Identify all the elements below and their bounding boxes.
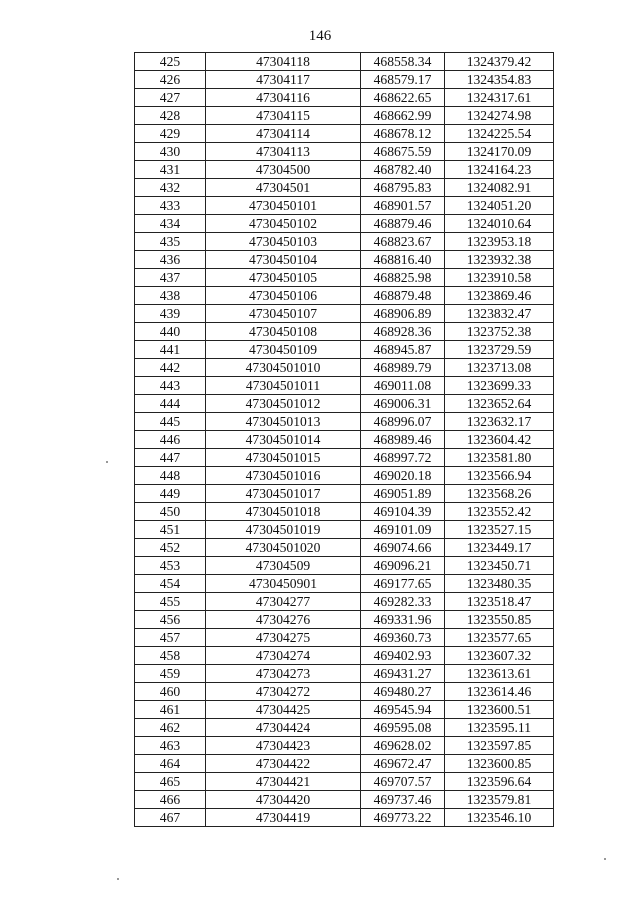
point-number-cell: 463 — [135, 737, 206, 755]
scan-speck — [604, 858, 606, 860]
point-id-cell: 47304116 — [206, 89, 361, 107]
point-number-cell: 461 — [135, 701, 206, 719]
table-row — [135, 71, 554, 89]
x-coordinate-cell: 468879.48 — [361, 287, 445, 305]
x-coordinate-cell: 468579.17 — [361, 71, 445, 89]
table-row — [135, 485, 554, 503]
point-id-cell: 47304501016 — [206, 467, 361, 485]
point-id-cell: 47304115 — [206, 107, 361, 125]
x-coordinate-cell: 469104.39 — [361, 503, 445, 521]
y-coordinate-cell: 1323546.10 — [445, 809, 554, 827]
point-number-cell: 450 — [135, 503, 206, 521]
point-number-cell: 452 — [135, 539, 206, 557]
table-row — [135, 377, 554, 395]
point-number-cell: 464 — [135, 755, 206, 773]
table-row — [135, 521, 554, 539]
table-row — [135, 737, 554, 755]
table-row — [135, 89, 554, 107]
point-number-cell: 458 — [135, 647, 206, 665]
point-number-cell: 440 — [135, 323, 206, 341]
point-number-cell: 427 — [135, 89, 206, 107]
point-number-cell: 457 — [135, 629, 206, 647]
point-number-cell: 436 — [135, 251, 206, 269]
table-row — [135, 629, 554, 647]
y-coordinate-cell: 1324379.42 — [445, 53, 554, 71]
table-row — [135, 431, 554, 449]
y-coordinate-cell: 1323568.26 — [445, 485, 554, 503]
point-id-cell: 47304501019 — [206, 521, 361, 539]
x-coordinate-cell: 468825.98 — [361, 269, 445, 287]
point-number-cell: 446 — [135, 431, 206, 449]
point-id-cell: 47304419 — [206, 809, 361, 827]
table-row — [135, 395, 554, 413]
point-id-cell: 4730450106 — [206, 287, 361, 305]
point-number-cell: 433 — [135, 197, 206, 215]
y-coordinate-cell: 1323596.64 — [445, 773, 554, 791]
x-coordinate-cell: 468782.40 — [361, 161, 445, 179]
y-coordinate-cell: 1323566.94 — [445, 467, 554, 485]
table-row — [135, 791, 554, 809]
point-id-cell: 47304114 — [206, 125, 361, 143]
table-row — [135, 107, 554, 125]
y-coordinate-cell: 1323832.47 — [445, 305, 554, 323]
x-coordinate-cell: 469331.96 — [361, 611, 445, 629]
point-number-cell: 434 — [135, 215, 206, 233]
coordinates-table-body — [135, 53, 554, 827]
y-coordinate-cell: 1323480.35 — [445, 575, 554, 593]
point-number-cell: 426 — [135, 71, 206, 89]
x-coordinate-cell: 468945.87 — [361, 341, 445, 359]
table-row — [135, 773, 554, 791]
x-coordinate-cell: 469011.08 — [361, 377, 445, 395]
y-coordinate-cell: 1324051.20 — [445, 197, 554, 215]
y-coordinate-cell: 1323581.80 — [445, 449, 554, 467]
table-row — [135, 215, 554, 233]
point-id-cell: 4730450109 — [206, 341, 361, 359]
y-coordinate-cell: 1323713.08 — [445, 359, 554, 377]
table-row — [135, 647, 554, 665]
y-coordinate-cell: 1323613.61 — [445, 665, 554, 683]
y-coordinate-cell: 1323699.33 — [445, 377, 554, 395]
point-id-cell: 47304501010 — [206, 359, 361, 377]
table-row — [135, 593, 554, 611]
point-id-cell: 47304423 — [206, 737, 361, 755]
point-id-cell: 47304501011 — [206, 377, 361, 395]
scan-speck — [117, 878, 119, 880]
point-number-cell: 438 — [135, 287, 206, 305]
table-row — [135, 197, 554, 215]
x-coordinate-cell: 469672.47 — [361, 755, 445, 773]
point-number-cell: 430 — [135, 143, 206, 161]
x-coordinate-cell: 469101.09 — [361, 521, 445, 539]
x-coordinate-cell: 469545.94 — [361, 701, 445, 719]
point-number-cell: 459 — [135, 665, 206, 683]
x-coordinate-cell: 468675.59 — [361, 143, 445, 161]
point-id-cell: 47304500 — [206, 161, 361, 179]
table-row — [135, 251, 554, 269]
point-number-cell: 460 — [135, 683, 206, 701]
x-coordinate-cell: 468678.12 — [361, 125, 445, 143]
x-coordinate-cell: 469282.33 — [361, 593, 445, 611]
x-coordinate-cell: 468901.57 — [361, 197, 445, 215]
x-coordinate-cell: 469051.89 — [361, 485, 445, 503]
point-id-cell: 4730450105 — [206, 269, 361, 287]
point-id-cell: 47304501020 — [206, 539, 361, 557]
y-coordinate-cell: 1323632.17 — [445, 413, 554, 431]
x-coordinate-cell: 469628.02 — [361, 737, 445, 755]
x-coordinate-cell: 468795.83 — [361, 179, 445, 197]
table-row — [135, 683, 554, 701]
table-row — [135, 701, 554, 719]
table-row — [135, 557, 554, 575]
table-row — [135, 575, 554, 593]
y-coordinate-cell: 1323910.58 — [445, 269, 554, 287]
point-id-cell: 47304425 — [206, 701, 361, 719]
table-row — [135, 305, 554, 323]
point-number-cell: 435 — [135, 233, 206, 251]
point-id-cell: 47304274 — [206, 647, 361, 665]
y-coordinate-cell: 1323579.81 — [445, 791, 554, 809]
point-number-cell: 465 — [135, 773, 206, 791]
x-coordinate-cell: 468906.89 — [361, 305, 445, 323]
y-coordinate-cell: 1323607.32 — [445, 647, 554, 665]
point-id-cell: 4730450901 — [206, 575, 361, 593]
y-coordinate-cell: 1323869.46 — [445, 287, 554, 305]
table-row — [135, 323, 554, 341]
point-number-cell: 467 — [135, 809, 206, 827]
table-row — [135, 287, 554, 305]
point-id-cell: 4730450102 — [206, 215, 361, 233]
table-row — [135, 755, 554, 773]
y-coordinate-cell: 1323932.38 — [445, 251, 554, 269]
table-row — [135, 359, 554, 377]
x-coordinate-cell: 469480.27 — [361, 683, 445, 701]
y-coordinate-cell: 1323953.18 — [445, 233, 554, 251]
table-row — [135, 449, 554, 467]
x-coordinate-cell: 469595.08 — [361, 719, 445, 737]
x-coordinate-cell: 468989.46 — [361, 431, 445, 449]
table-row — [135, 809, 554, 827]
point-id-cell: 4730450103 — [206, 233, 361, 251]
point-id-cell: 4730450107 — [206, 305, 361, 323]
table-row — [135, 503, 554, 521]
point-number-cell: 425 — [135, 53, 206, 71]
point-id-cell: 47304501018 — [206, 503, 361, 521]
y-coordinate-cell: 1323614.46 — [445, 683, 554, 701]
y-coordinate-cell: 1323752.38 — [445, 323, 554, 341]
y-coordinate-cell: 1323729.59 — [445, 341, 554, 359]
point-id-cell: 47304272 — [206, 683, 361, 701]
point-id-cell: 4730450108 — [206, 323, 361, 341]
x-coordinate-cell: 469006.31 — [361, 395, 445, 413]
table-row — [135, 161, 554, 179]
y-coordinate-cell: 1324274.98 — [445, 107, 554, 125]
y-coordinate-cell: 1323595.11 — [445, 719, 554, 737]
y-coordinate-cell: 1323652.64 — [445, 395, 554, 413]
table-row — [135, 125, 554, 143]
table-row — [135, 53, 554, 71]
x-coordinate-cell: 469020.18 — [361, 467, 445, 485]
point-id-cell: 47304501017 — [206, 485, 361, 503]
point-id-cell: 47304501 — [206, 179, 361, 197]
point-number-cell: 442 — [135, 359, 206, 377]
x-coordinate-cell: 469074.66 — [361, 539, 445, 557]
y-coordinate-cell: 1323552.42 — [445, 503, 554, 521]
point-number-cell: 448 — [135, 467, 206, 485]
table-row — [135, 233, 554, 251]
x-coordinate-cell: 468989.79 — [361, 359, 445, 377]
point-number-cell: 449 — [135, 485, 206, 503]
y-coordinate-cell: 1324317.61 — [445, 89, 554, 107]
x-coordinate-cell: 468558.34 — [361, 53, 445, 71]
point-number-cell: 456 — [135, 611, 206, 629]
table-row — [135, 413, 554, 431]
point-id-cell: 4730450104 — [206, 251, 361, 269]
table-row — [135, 719, 554, 737]
point-id-cell: 47304276 — [206, 611, 361, 629]
y-coordinate-cell: 1323600.51 — [445, 701, 554, 719]
x-coordinate-cell: 468823.67 — [361, 233, 445, 251]
table-row — [135, 467, 554, 485]
y-coordinate-cell: 1324164.23 — [445, 161, 554, 179]
y-coordinate-cell: 1324225.54 — [445, 125, 554, 143]
x-coordinate-cell: 469773.22 — [361, 809, 445, 827]
point-id-cell: 47304117 — [206, 71, 361, 89]
coordinates-table — [134, 52, 554, 827]
point-number-cell: 455 — [135, 593, 206, 611]
y-coordinate-cell: 1323577.65 — [445, 629, 554, 647]
point-number-cell: 445 — [135, 413, 206, 431]
x-coordinate-cell: 469707.57 — [361, 773, 445, 791]
x-coordinate-cell: 469360.73 — [361, 629, 445, 647]
point-number-cell: 441 — [135, 341, 206, 359]
x-coordinate-cell: 469096.21 — [361, 557, 445, 575]
point-id-cell: 47304501013 — [206, 413, 361, 431]
y-coordinate-cell: 1323604.42 — [445, 431, 554, 449]
point-id-cell: 47304275 — [206, 629, 361, 647]
point-number-cell: 462 — [135, 719, 206, 737]
y-coordinate-cell: 1323449.17 — [445, 539, 554, 557]
table-row — [135, 665, 554, 683]
page-number: 146 — [308, 28, 332, 44]
point-id-cell: 47304501014 — [206, 431, 361, 449]
point-id-cell: 47304509 — [206, 557, 361, 575]
point-number-cell: 466 — [135, 791, 206, 809]
point-number-cell: 454 — [135, 575, 206, 593]
point-id-cell: 47304118 — [206, 53, 361, 71]
point-number-cell: 428 — [135, 107, 206, 125]
point-number-cell: 432 — [135, 179, 206, 197]
table-row — [135, 143, 554, 161]
y-coordinate-cell: 1323600.85 — [445, 755, 554, 773]
table-row — [135, 269, 554, 287]
table-row — [135, 179, 554, 197]
x-coordinate-cell: 469737.46 — [361, 791, 445, 809]
point-id-cell: 4730450101 — [206, 197, 361, 215]
scan-speck — [106, 461, 108, 463]
point-id-cell: 47304277 — [206, 593, 361, 611]
point-number-cell: 431 — [135, 161, 206, 179]
x-coordinate-cell: 468997.72 — [361, 449, 445, 467]
x-coordinate-cell: 468816.40 — [361, 251, 445, 269]
y-coordinate-cell: 1324354.83 — [445, 71, 554, 89]
x-coordinate-cell: 469431.27 — [361, 665, 445, 683]
point-number-cell: 437 — [135, 269, 206, 287]
point-number-cell: 451 — [135, 521, 206, 539]
table-row — [135, 611, 554, 629]
x-coordinate-cell: 468996.07 — [361, 413, 445, 431]
y-coordinate-cell: 1324010.64 — [445, 215, 554, 233]
point-number-cell: 447 — [135, 449, 206, 467]
point-id-cell: 47304424 — [206, 719, 361, 737]
point-id-cell: 47304421 — [206, 773, 361, 791]
point-id-cell: 47304422 — [206, 755, 361, 773]
point-number-cell: 453 — [135, 557, 206, 575]
point-id-cell: 47304273 — [206, 665, 361, 683]
y-coordinate-cell: 1323450.71 — [445, 557, 554, 575]
x-coordinate-cell: 469177.65 — [361, 575, 445, 593]
table-row — [135, 539, 554, 557]
x-coordinate-cell: 468662.99 — [361, 107, 445, 125]
point-number-cell: 444 — [135, 395, 206, 413]
point-number-cell: 443 — [135, 377, 206, 395]
y-coordinate-cell: 1323597.85 — [445, 737, 554, 755]
x-coordinate-cell: 468622.65 — [361, 89, 445, 107]
point-number-cell: 429 — [135, 125, 206, 143]
point-id-cell: 47304501015 — [206, 449, 361, 467]
x-coordinate-cell: 468879.46 — [361, 215, 445, 233]
y-coordinate-cell: 1323550.85 — [445, 611, 554, 629]
y-coordinate-cell: 1323518.47 — [445, 593, 554, 611]
point-id-cell: 47304113 — [206, 143, 361, 161]
table-row — [135, 341, 554, 359]
y-coordinate-cell: 1324170.09 — [445, 143, 554, 161]
x-coordinate-cell: 468928.36 — [361, 323, 445, 341]
point-number-cell: 439 — [135, 305, 206, 323]
y-coordinate-cell: 1324082.91 — [445, 179, 554, 197]
x-coordinate-cell: 469402.93 — [361, 647, 445, 665]
point-id-cell: 47304420 — [206, 791, 361, 809]
y-coordinate-cell: 1323527.15 — [445, 521, 554, 539]
point-id-cell: 47304501012 — [206, 395, 361, 413]
